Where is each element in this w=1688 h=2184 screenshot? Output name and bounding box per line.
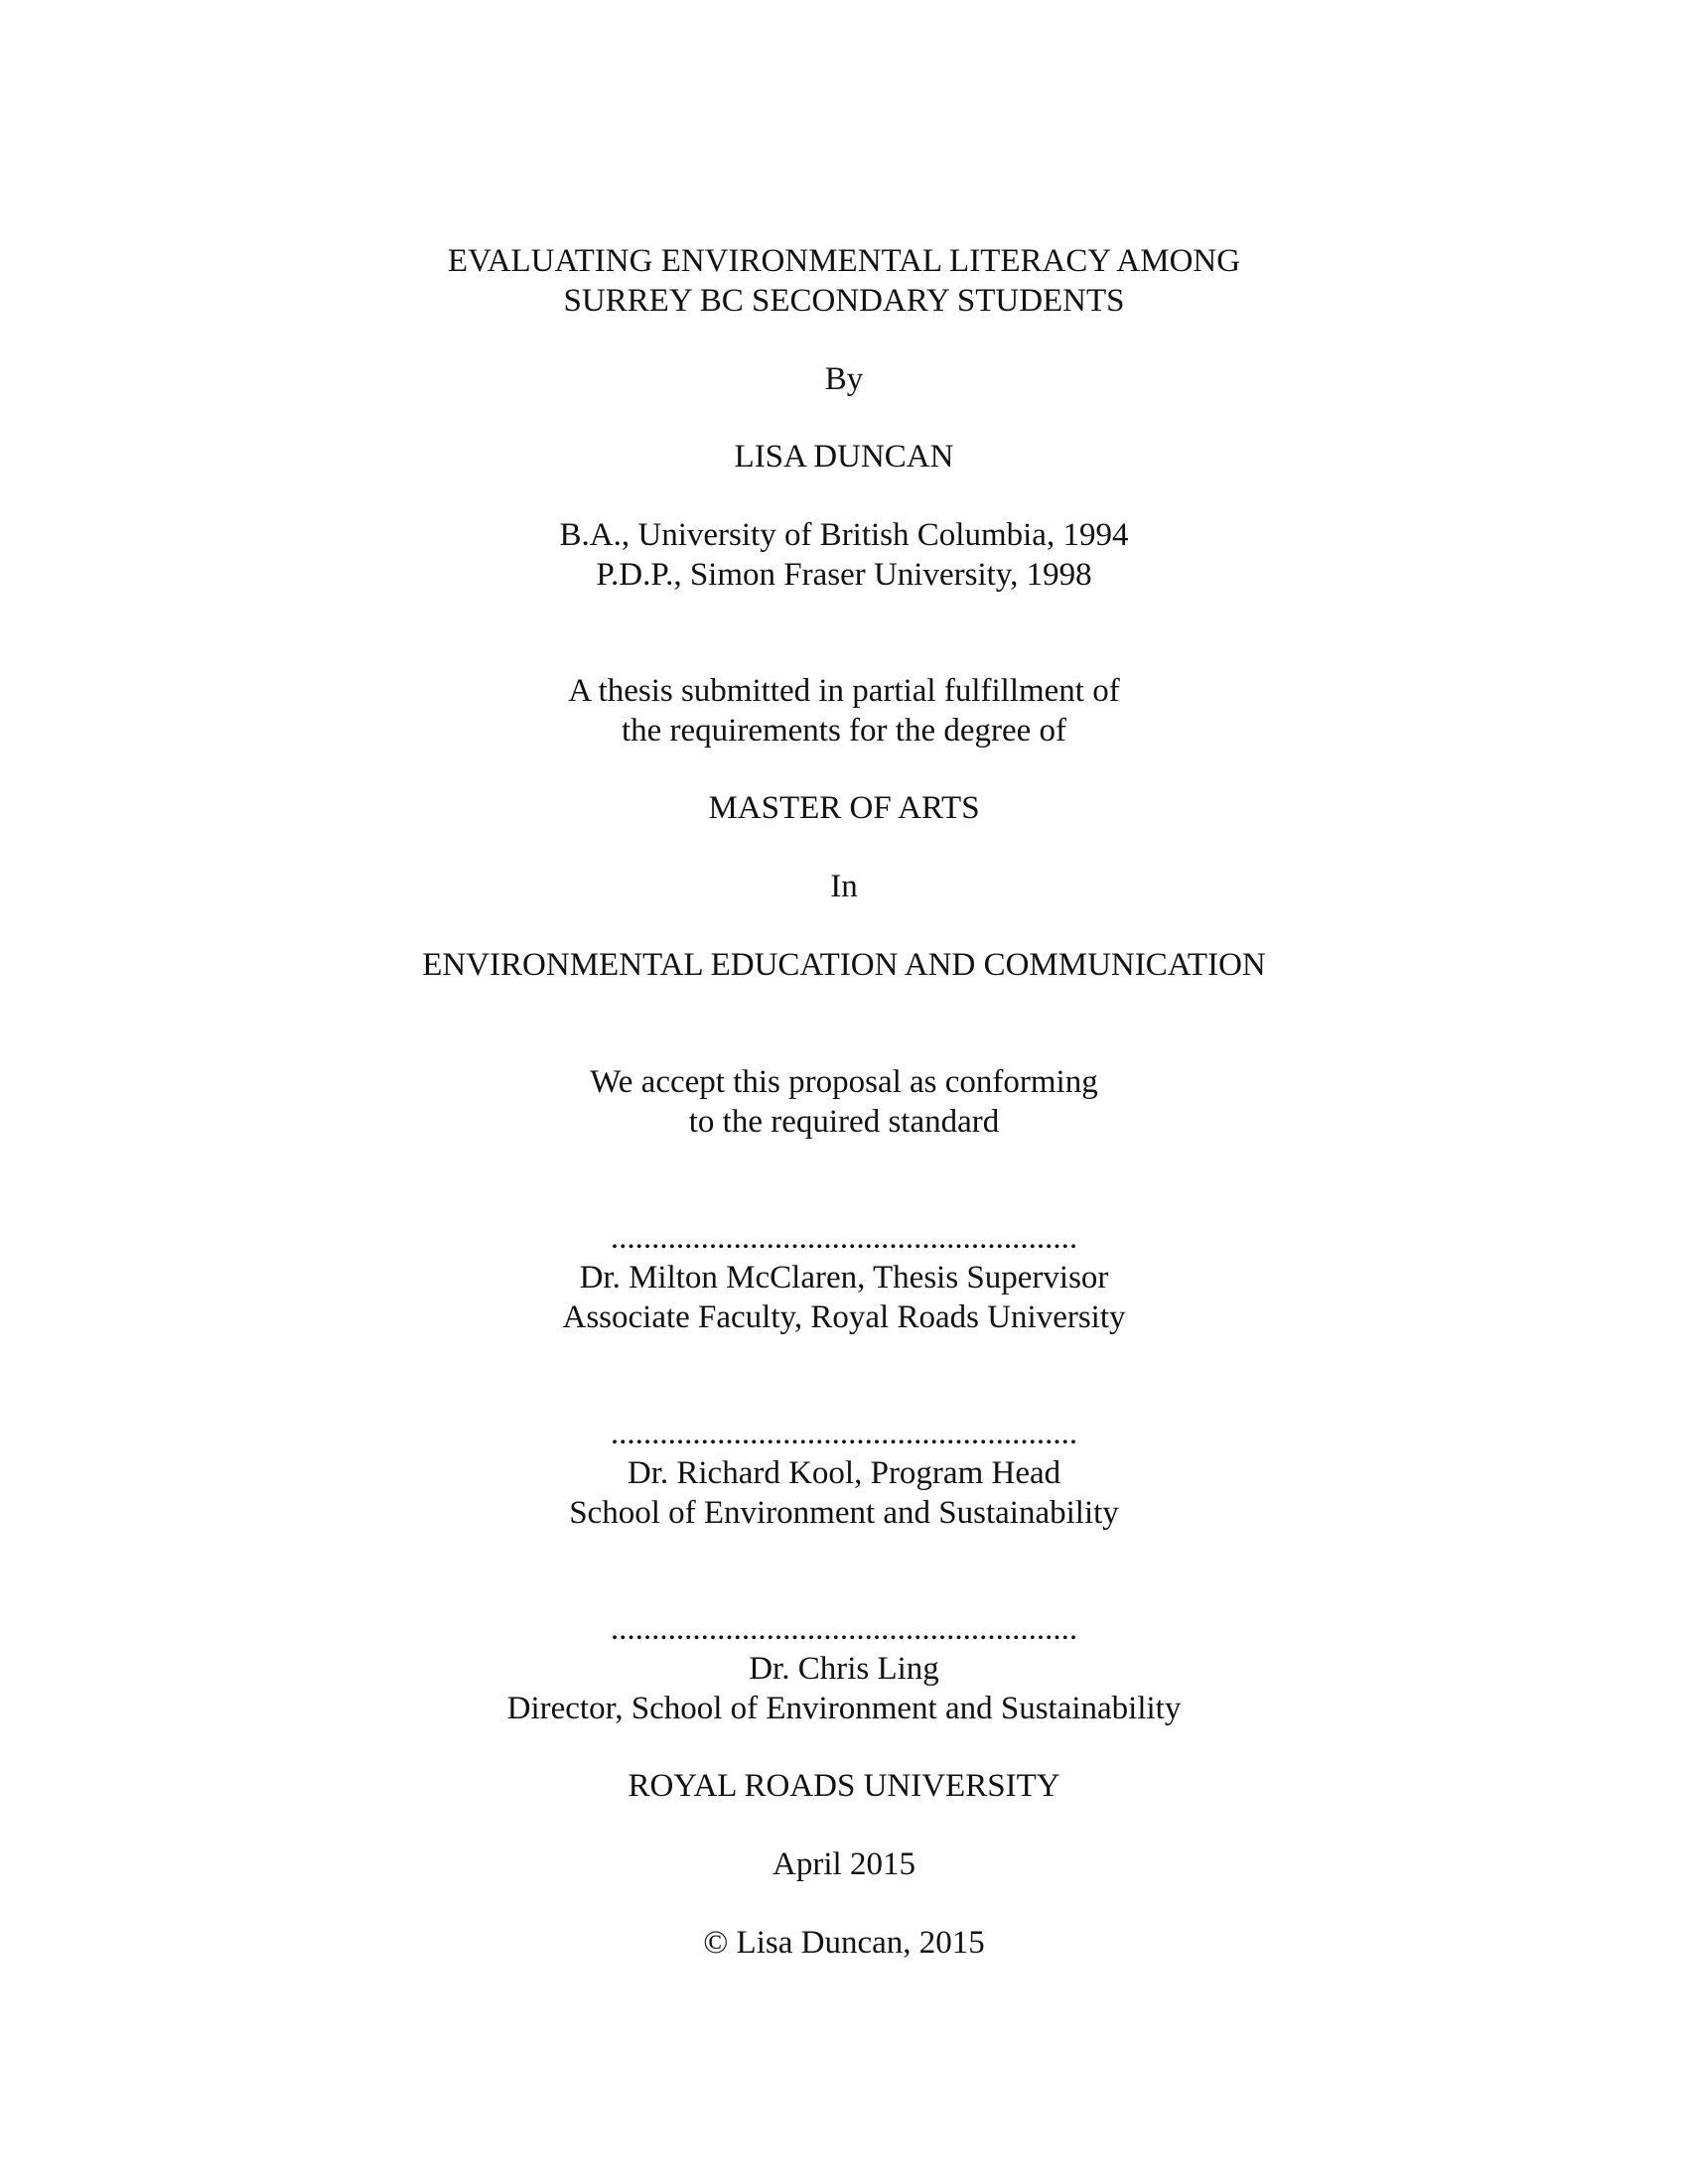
signatory-role-supervisor: Associate Faculty, Royal Roads University: [562, 1299, 1126, 1335]
by-label: By: [824, 361, 864, 397]
degree-name: MASTER OF ARTS: [708, 790, 980, 826]
submission-statement-line-1: A thesis submitted in partial fulfillment of: [568, 673, 1120, 709]
in-label: In: [830, 869, 858, 904]
signatory-name-director: Dr. Chris Ling: [749, 1651, 939, 1687]
copyright-notice: © Lisa Duncan, 2015: [703, 1925, 985, 1961]
credential-pdp: P.D.P., Simon Fraser University, 1998: [596, 557, 1092, 593]
signatory-name-program-head: Dr. Richard Kool, Program Head: [627, 1455, 1061, 1491]
signatory-name-supervisor: Dr. Milton McClaren, Thesis Supervisor: [579, 1260, 1109, 1296]
thesis-title-line-1: EVALUATING ENVIRONMENTAL LITERACY AMONG: [447, 243, 1241, 279]
signatory-role-director: Director, School of Environment and Sustainability: [506, 1691, 1182, 1726]
signature-line-supervisor: .........................................................: [610, 1220, 1078, 1256]
submission-date: April 2015: [773, 1846, 915, 1882]
thesis-title-line-2: SURREY BC SECONDARY STUDENTS: [563, 283, 1125, 319]
signatory-role-program-head: School of Environment and Sustainability: [569, 1495, 1119, 1531]
acceptance-statement-line-2: to the required standard: [688, 1104, 1000, 1140]
credential-ba: B.A., University of British Columbia, 1994: [559, 517, 1129, 553]
program-name: ENVIRONMENTAL EDUCATION AND COMMUNICATION: [422, 947, 1266, 983]
acceptance-statement-line-1: We accept this proposal as conforming: [590, 1064, 1098, 1100]
signature-line-director: .........................................................: [610, 1611, 1078, 1647]
author-name: LISA DUNCAN: [734, 439, 954, 475]
submission-statement-line-2: the requirements for the degree of: [621, 713, 1067, 749]
signature-line-program-head: .........................................................: [610, 1416, 1078, 1451]
institution-name: ROYAL ROADS UNIVERSITY: [628, 1768, 1060, 1804]
